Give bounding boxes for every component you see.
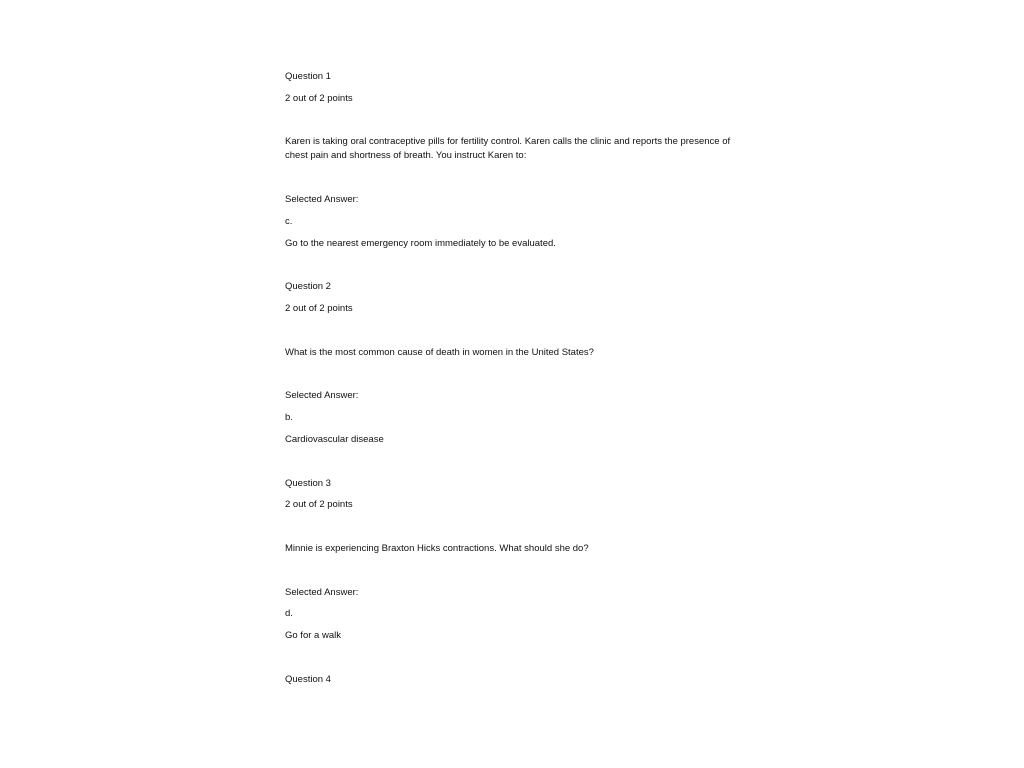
question-title: Question 3 — [285, 478, 331, 489]
answer-letter: b. — [285, 412, 293, 423]
question-title: Question 4 — [285, 674, 331, 685]
answer-letter: c. — [285, 216, 293, 227]
selected-answer-label: Selected Answer: — [285, 587, 359, 598]
answer-text: Go for a walk — [285, 630, 341, 641]
question-title: Question 1 — [285, 71, 331, 82]
answer-letter: d. — [285, 608, 293, 619]
question-prompt: Karen is taking oral contraceptive pills for fertility control. Karen calls the clinic and reports the presence of chest pain and shortness of breath. You instruct Karen to: — [285, 136, 733, 161]
question-title: Question 2 — [285, 281, 331, 292]
question-points: 2 out of 2 points — [285, 499, 353, 510]
selected-answer-label: Selected Answer: — [285, 390, 359, 401]
question-points: 2 out of 2 points — [285, 93, 353, 104]
answer-text: Go to the nearest emergency room immediately to be evaluated. — [285, 238, 556, 249]
question-points: 2 out of 2 points — [285, 303, 353, 314]
selected-answer-label: Selected Answer: — [285, 194, 359, 205]
question-prompt: Minnie is experiencing Braxton Hicks contractions. What should she do? — [285, 543, 589, 554]
question-prompt: What is the most common cause of death in women in the United States? — [285, 347, 594, 358]
answer-text: Cardiovascular disease — [285, 434, 384, 445]
